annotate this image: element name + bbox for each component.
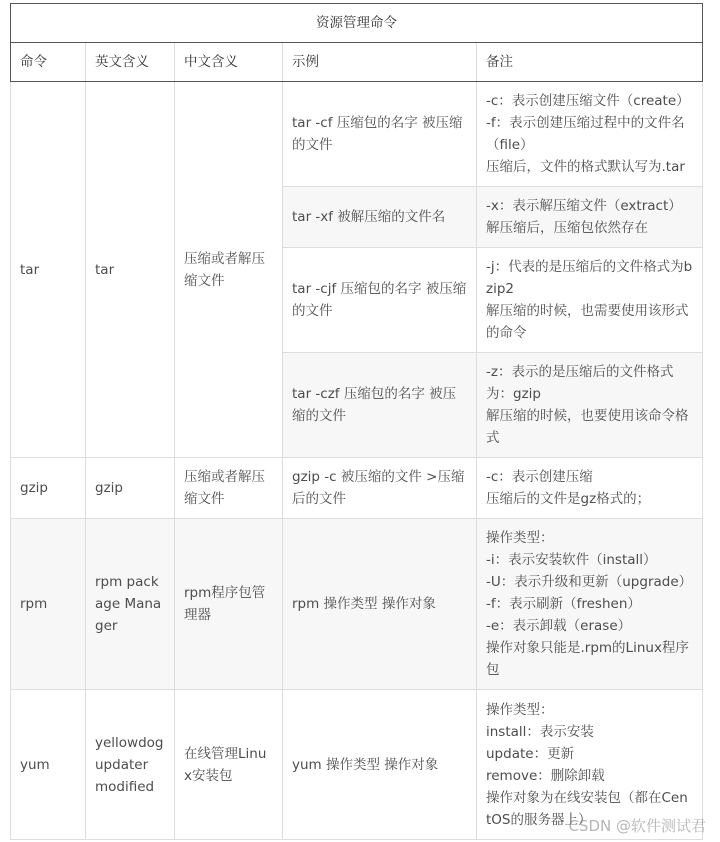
yum-example: yum 操作类型 操作对象 [283,690,477,840]
note-line: 操作对象只能是.rpm的Linux程序包 [486,640,689,678]
resource-management-table [10,3,703,840]
note-line: 操作类型： [486,530,554,546]
note-line: -f：表示创建压缩过程中的文件名（file） [486,115,685,153]
rpm-english: rpm package Manager [86,519,175,690]
rpm-command: rpm [11,519,86,690]
note-line: 解压缩后，压缩包依然存在 [486,220,648,236]
note-line: 操作对象为在线安装包（都在CentOS的服务器上） [486,789,688,828]
table-title: 资源管理命令 [11,4,703,43]
tar-example-extract: tar -xf 被解压缩的文件名 [283,187,477,248]
header-english: 英文含义 [86,43,175,82]
note-line: 解压缩的时候，也要使用该命令格式 [486,408,689,446]
note-line: -U：表示升级和更新（upgrade） [486,574,693,590]
note-line: -e：表示卸载（erase） [486,618,632,634]
header-chinese: 中文含义 [175,43,283,82]
header-command: 命令 [11,43,86,82]
note-line: remove：删除卸载 [486,767,605,784]
note-line: -x：表示解压缩文件（extract） [486,198,682,214]
table-row [11,690,703,840]
note-line: 压缩后，文件的格式默认写为.tar [486,159,685,175]
tar-notes-create [477,82,703,187]
gzip-example: gzip -c 被压缩的文件 >压缩后的文件 [283,458,477,519]
tar-notes-extract [477,187,703,248]
table-row [11,458,703,519]
table-row [11,82,703,187]
gzip-chinese: 压缩或者解压缩文件 [175,458,283,519]
tar-example-bzip2: tar -cjf 压缩包的名字 被压缩的文件 [283,248,477,353]
rpm-chinese: rpm程序包管理器 [175,519,283,690]
rpm-example: rpm 操作类型 操作对象 [283,519,477,690]
tar-example-create: tar -cf 压缩包的名字 被压缩的文件 [283,82,477,187]
header-row [11,43,703,82]
header-notes: 备注 [477,43,703,82]
yum-notes [477,690,703,840]
tar-english: tar [86,82,175,458]
gzip-notes [477,458,703,519]
note-line: 解压缩的时候，也需要使用该形式的命令 [486,303,689,341]
note-line: -c：表示创建压缩文件（create） [486,93,690,109]
note-line: 压缩后的文件是gz格式的； [486,491,651,507]
tar-notes-gzip [477,353,703,458]
gzip-command: gzip [11,458,86,519]
table-row [11,519,703,690]
tar-notes-bzip2 [477,248,703,353]
note-line: -j：代表的是压缩后的文件格式为bzip2 [486,259,693,297]
tar-example-gzip: tar -czf 压缩包的名字 被压缩的文件 [283,353,477,458]
note-line: -f：表示刷新（freshen） [486,596,641,612]
rpm-notes [477,519,703,690]
note-line: update：更新 [486,745,575,762]
watermark: CSDN @软件测试君 [568,817,706,835]
yum-chinese: 在线管理Linux安装包 [175,690,283,840]
tar-command: tar [11,82,86,458]
yum-english: yellowdog updater modified [86,690,175,840]
note-line: -i：表示安装软件（install） [486,552,657,568]
note-line: -z：表示的是压缩后的文件格式为：gzip [486,364,674,402]
gzip-english: gzip [86,458,175,519]
header-example: 示例 [283,43,477,82]
note-line: 操作类型： [486,701,554,718]
note-line: install：表示安装 [486,723,594,740]
yum-command: yum [11,690,86,840]
tar-chinese: 压缩或者解压缩文件 [175,82,283,458]
note-line: -c：表示创建压缩 [486,469,593,485]
